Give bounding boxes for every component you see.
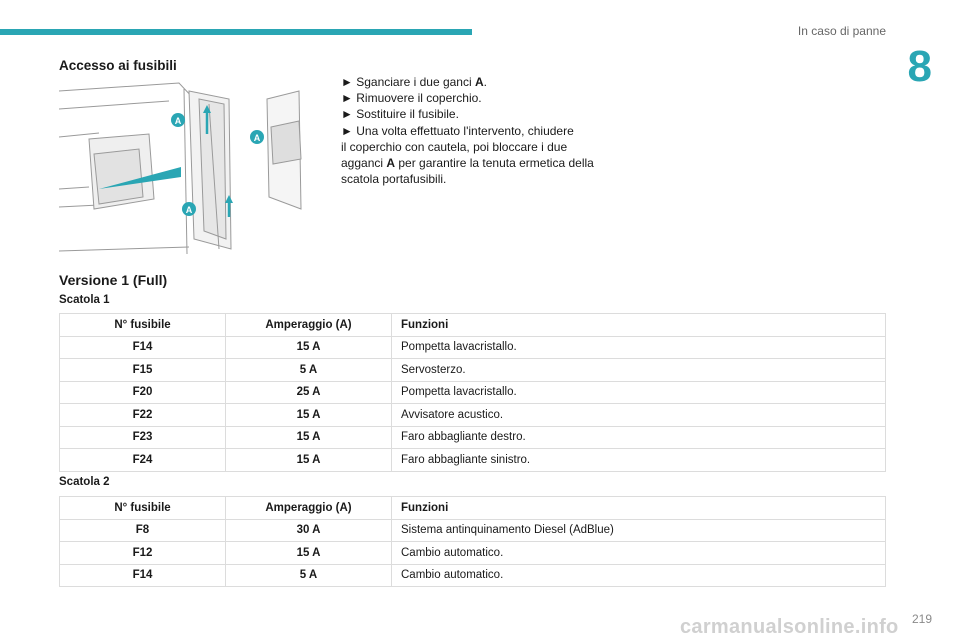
function: Sistema antinquinamento Diesel (AdBlue) bbox=[392, 519, 886, 542]
table-row bbox=[60, 381, 886, 404]
function: Avvisatore acustico. bbox=[392, 404, 886, 427]
table-row bbox=[60, 404, 886, 427]
chapter-number: 8 bbox=[907, 42, 932, 91]
hook-a-label: A bbox=[253, 133, 261, 143]
header-fuse-number: N° fusibile bbox=[60, 497, 226, 520]
function: Cambio automatico. bbox=[392, 542, 886, 565]
fuse-box-illustration bbox=[59, 79, 309, 260]
fuse-number: F24 bbox=[60, 449, 226, 472]
table-row bbox=[60, 542, 886, 565]
fuse-number: F15 bbox=[60, 359, 226, 382]
instructions bbox=[341, 74, 611, 187]
chapter-accent-bar bbox=[0, 29, 472, 35]
fuse-table-box-1 bbox=[59, 313, 886, 472]
table-row bbox=[60, 336, 886, 359]
page-number: 219 bbox=[911, 612, 932, 626]
header-amperage: Amperaggio (A) bbox=[226, 497, 392, 520]
function: Servosterzo. bbox=[392, 359, 886, 382]
instruction-line: ► Sostituire il fusibile. bbox=[341, 107, 459, 122]
amperage: 15 A bbox=[226, 449, 392, 472]
table-row bbox=[60, 426, 886, 449]
function: Faro abbagliante destro. bbox=[392, 426, 886, 449]
hook-a-label: A bbox=[174, 116, 182, 126]
hook-a-label: A bbox=[185, 205, 193, 215]
table-row bbox=[60, 519, 886, 542]
fuse-table-box-2 bbox=[59, 496, 886, 587]
box-label: Scatola 2 bbox=[59, 476, 110, 488]
amperage: 15 A bbox=[226, 426, 392, 449]
amperage: 15 A bbox=[226, 336, 392, 359]
header-amperage: Amperaggio (A) bbox=[226, 314, 392, 337]
header-fuse-number: N° fusibile bbox=[60, 314, 226, 337]
chapter-title: In caso di panne bbox=[797, 24, 886, 38]
amperage: 15 A bbox=[226, 404, 392, 427]
instruction-line: ► Sganciare i due ganci A. bbox=[341, 75, 487, 89]
watermark: carmanualsonline.info bbox=[680, 616, 899, 638]
fuse-number: F22 bbox=[60, 404, 226, 427]
fuse-number: F12 bbox=[60, 542, 226, 565]
function: Pompetta lavacristallo. bbox=[392, 336, 886, 359]
header-functions: Funzioni bbox=[392, 497, 886, 520]
table-row bbox=[60, 359, 886, 382]
function: Cambio automatico. bbox=[392, 564, 886, 587]
fuse-number: F14 bbox=[60, 564, 226, 587]
amperage: 25 A bbox=[226, 381, 392, 404]
fuse-number: F14 bbox=[60, 336, 226, 359]
instruction-line: scatola portafusibili. bbox=[341, 172, 447, 187]
header-functions: Funzioni bbox=[392, 314, 886, 337]
fuse-number: F8 bbox=[60, 519, 226, 542]
version-title: Versione 1 (Full) bbox=[59, 272, 168, 288]
instruction-line: ► Una volta effettuato l'intervento, chiudere bbox=[341, 123, 574, 138]
table-header-row bbox=[60, 314, 886, 337]
function: Faro abbagliante sinistro. bbox=[392, 449, 886, 472]
table-row bbox=[60, 449, 886, 472]
box-label: Scatola 1 bbox=[59, 294, 110, 306]
amperage: 15 A bbox=[226, 542, 392, 565]
instruction-line: agganci A per garantire la tenuta ermetica della bbox=[341, 156, 594, 171]
amperage: 30 A bbox=[226, 519, 392, 542]
amperage: 5 A bbox=[226, 359, 392, 382]
section-title: Accesso ai fusibili bbox=[59, 58, 177, 73]
fuse-number: F23 bbox=[60, 426, 226, 449]
amperage: 5 A bbox=[226, 564, 392, 587]
instruction-line: ► Rimuovere il coperchio. bbox=[341, 91, 482, 106]
fuse-number: F20 bbox=[60, 381, 226, 404]
table-header-row bbox=[60, 497, 886, 520]
function: Pompetta lavacristallo. bbox=[392, 381, 886, 404]
table-row bbox=[60, 564, 886, 587]
instruction-line: il coperchio con cautela, poi bloccare i due bbox=[341, 139, 568, 154]
